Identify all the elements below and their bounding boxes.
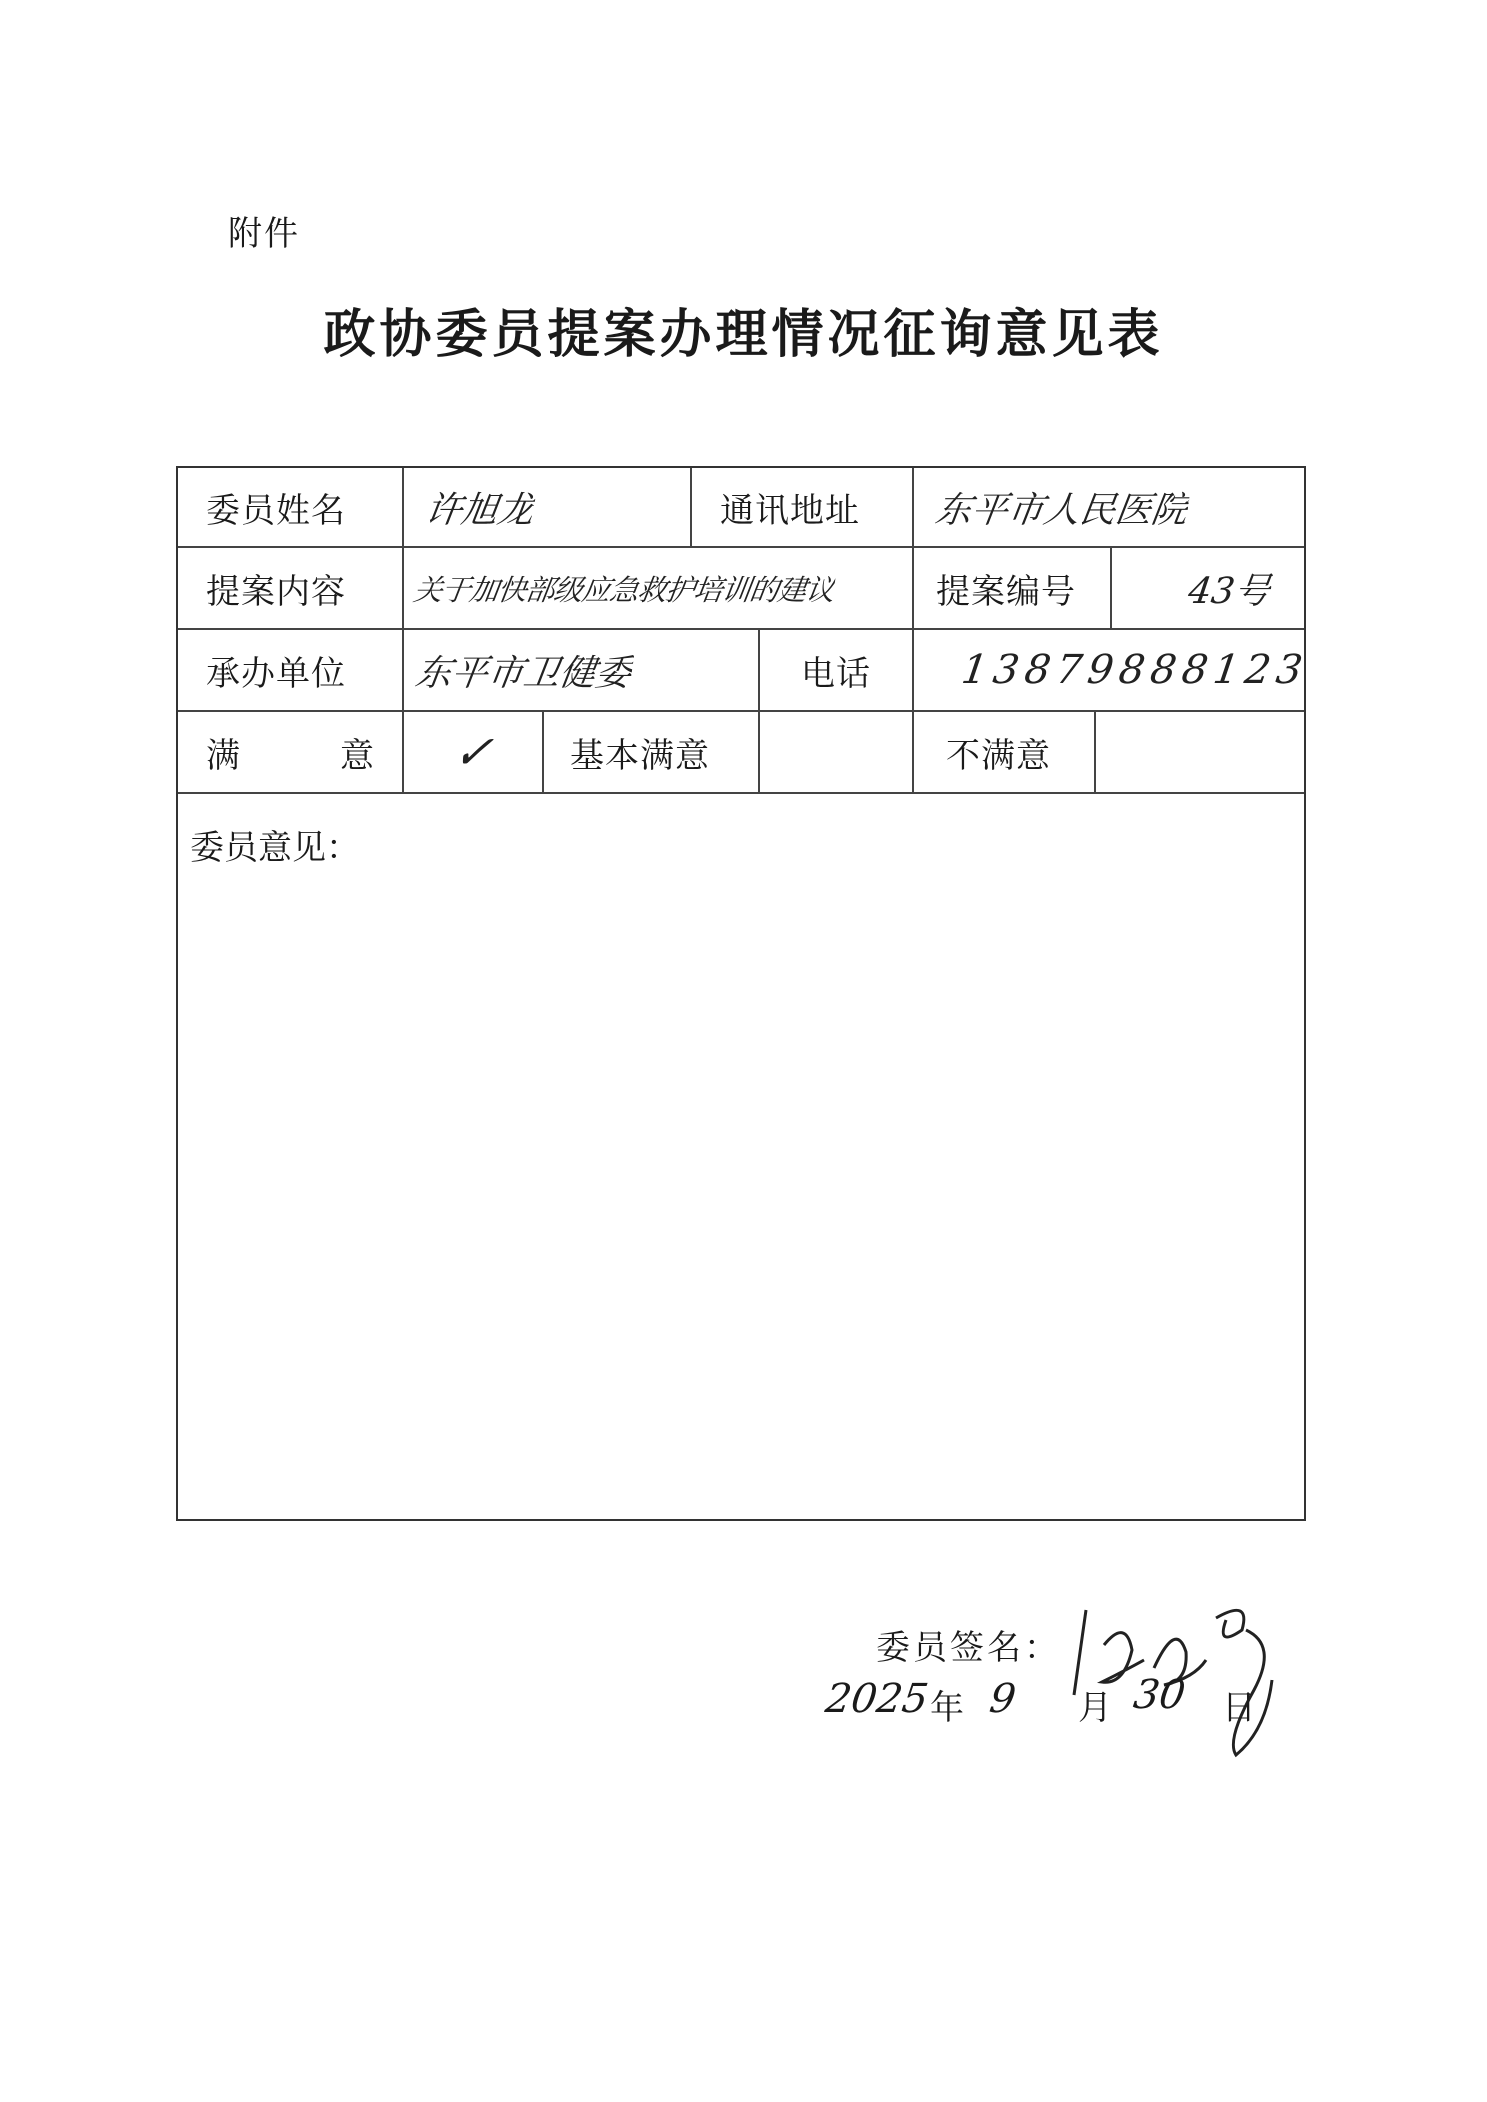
member-name-value: 许旭龙	[422, 489, 537, 531]
handling-unit-label: 承办单位	[206, 653, 346, 694]
proposal-content-label: 提案内容	[206, 571, 346, 612]
address-value-cell	[914, 468, 1308, 546]
proposal-number-value-cell	[1112, 548, 1308, 628]
opinion-label: 委员意见：	[190, 828, 360, 868]
satisfied-label-cell	[178, 712, 404, 792]
proposal-content-value-cell	[404, 548, 914, 628]
phone-label-cell	[760, 630, 914, 710]
proposal-content-label-cell	[178, 548, 404, 628]
handling-unit-label-cell	[178, 630, 404, 710]
proposal-content-value: 关于加快部级应急救护培训的建议	[411, 572, 837, 607]
row-handling-unit	[178, 630, 1312, 712]
handling-unit-value-cell	[404, 630, 760, 710]
attachment-label: 附件	[228, 214, 300, 254]
address-value: 东平市人民医院	[932, 489, 1191, 531]
satisfied-check-cell[interactable]	[404, 712, 544, 792]
unsatisfied-check-cell[interactable]	[1096, 712, 1308, 792]
month-label: 月	[1078, 1688, 1112, 1728]
row-satisfaction	[178, 712, 1304, 794]
unsatisfied-label: 不满意	[946, 735, 1051, 776]
year-value: 2025	[822, 1676, 932, 1722]
satisfied-label-char-1: 满	[206, 735, 240, 776]
row-member-name	[178, 468, 1304, 548]
address-label-cell	[692, 468, 914, 546]
year-label: 年	[930, 1688, 964, 1728]
member-name-label: 委员姓名	[206, 490, 346, 531]
month-value: 9	[986, 1676, 1019, 1722]
unsatisfied-label-cell	[914, 712, 1096, 792]
phone-value-cell	[914, 630, 1312, 710]
member-name-label-cell	[178, 468, 404, 546]
basic-satisfied-label-cell	[544, 712, 760, 792]
signature-label: 委员签名：	[876, 1628, 1061, 1668]
check-mark-icon: ✓	[449, 725, 497, 779]
phone-label: 电话	[801, 653, 871, 694]
day-value: 30	[1130, 1672, 1189, 1718]
address-label: 通讯地址	[720, 490, 860, 531]
satisfied-label-char-2: 意	[340, 735, 374, 776]
basic-satisfied-label: 基本满意	[570, 735, 710, 776]
row-proposal-content	[178, 548, 1304, 630]
feedback-form	[176, 466, 1312, 1521]
phone-value: 13879888123	[958, 647, 1312, 693]
basic-satisfied-check-cell[interactable]	[760, 712, 914, 792]
member-name-value-cell	[404, 468, 692, 546]
page-title: 政协委员提案办理情况征询意见表	[323, 304, 1164, 365]
day-label: 日	[1222, 1688, 1256, 1728]
handling-unit-value: 东平市卫健委	[412, 652, 635, 694]
proposal-number-label-cell	[914, 548, 1112, 628]
proposal-number-label: 提案编号	[936, 571, 1076, 612]
proposal-number-value: 43号	[1185, 570, 1274, 612]
